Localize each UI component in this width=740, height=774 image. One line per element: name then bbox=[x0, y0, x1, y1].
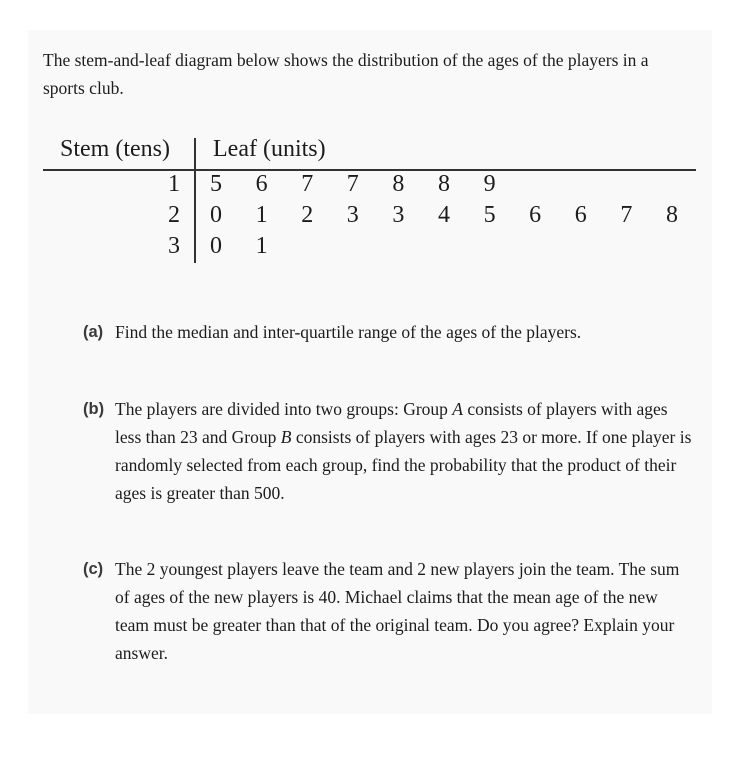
leaf-value: 8 bbox=[437, 171, 450, 197]
leaf-value: 7 bbox=[346, 171, 359, 197]
stem-value: 2 bbox=[168, 202, 180, 228]
leaf-value: 6 bbox=[574, 202, 587, 228]
leaf-value: 7 bbox=[301, 171, 314, 197]
question-c-label: (c) bbox=[83, 560, 104, 578]
stem-row-3 bbox=[0, 231, 740, 261]
leaf-value: 5 bbox=[483, 202, 496, 228]
leaf-value: 8 bbox=[665, 202, 678, 228]
leaf-value: 3 bbox=[392, 202, 405, 228]
stem-value: 1 bbox=[168, 171, 180, 197]
leaf-value: 4 bbox=[437, 202, 450, 228]
leaf-value: 5 bbox=[210, 171, 222, 197]
stem-header: Stem (tens) bbox=[60, 136, 170, 162]
question-a-label: (a) bbox=[83, 323, 104, 341]
leaf-list bbox=[207, 231, 298, 261]
leaf-value: 6 bbox=[529, 202, 542, 228]
leaf-value: 3 bbox=[346, 202, 359, 228]
leaf-list bbox=[207, 200, 709, 230]
leaf-list bbox=[207, 169, 526, 199]
leaf-value: 1 bbox=[255, 233, 268, 259]
leaf-value: 6 bbox=[255, 171, 268, 197]
question-b-text bbox=[115, 395, 693, 507]
stem-row-1 bbox=[0, 169, 740, 199]
intro-text: The stem-and-leaf diagram below shows the distribution of the ages of the players in a sports club. bbox=[43, 50, 649, 98]
question-b-label: (b) bbox=[83, 400, 105, 418]
question-b bbox=[83, 395, 693, 507]
question-b-text-part: consists of players with ages less than 23 and Group bbox=[115, 399, 668, 447]
question-b-text-part: The players are divided into two groups: Group bbox=[115, 399, 453, 419]
question-a bbox=[83, 318, 693, 346]
stem-row-2 bbox=[0, 200, 740, 230]
leaf-value: 0 bbox=[210, 202, 222, 228]
leaf-value: 0 bbox=[210, 233, 222, 259]
leaf-value: 2 bbox=[301, 202, 314, 228]
group-a-symbol: A bbox=[452, 399, 463, 419]
group-b-symbol: B bbox=[280, 427, 292, 447]
leaf-value: 8 bbox=[392, 171, 405, 197]
leaf-header: Leaf (units) bbox=[213, 136, 326, 162]
leaf-value: 1 bbox=[255, 202, 268, 228]
question-b-text-part: consists of players with ages 23 or more. If one player is randomly selected from each group, find the probability that the product of their ages is greater than 500. bbox=[115, 427, 692, 503]
stem-value: 3 bbox=[168, 233, 180, 259]
question-c bbox=[83, 555, 693, 667]
question-a-text: Find the median and inter-quartile range of the ages of the players. bbox=[115, 322, 582, 342]
question-c-text: The 2 youngest players leave the team and 2 new players join the team. The sum of ages of the new players is 40. Michael claims that the mean age of the new team must be greater than that of the original team. Do you agree? Explain your answer. bbox=[115, 559, 680, 663]
leaf-value: 7 bbox=[620, 202, 633, 228]
leaf-value: 9 bbox=[483, 171, 496, 197]
